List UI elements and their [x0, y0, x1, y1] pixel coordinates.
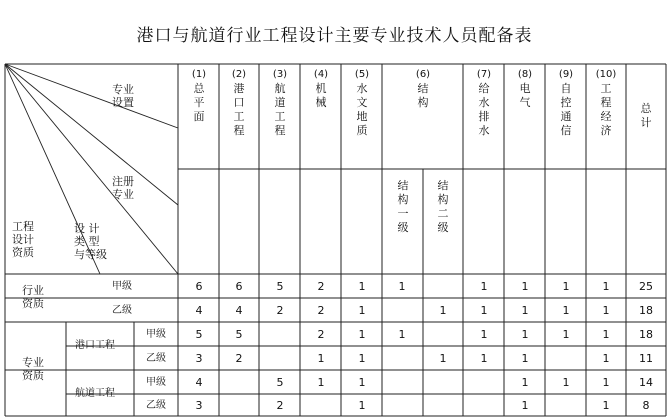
table-cell: 5 — [276, 279, 284, 293]
table-cell: 1 — [562, 303, 570, 317]
table-cell: 1 — [480, 327, 488, 341]
column-number: (9) — [558, 69, 574, 80]
column-header: 工程经济 — [600, 82, 612, 137]
table-cell: 4 — [195, 375, 203, 389]
table-cell: 1 — [439, 351, 447, 365]
table-cell: 2 — [276, 303, 284, 317]
table-cell: 18 — [639, 327, 653, 341]
column-header: 总平面 — [193, 82, 205, 123]
column-header: 结构 — [417, 82, 429, 109]
column-number: (2) — [231, 69, 247, 80]
table-cell: 6 — [235, 279, 243, 293]
table-cell: 1 — [602, 303, 610, 317]
table-cell: 1 — [398, 327, 406, 341]
table-cell: 2 — [235, 351, 243, 365]
group-port-engineering: 港口工程 — [75, 340, 115, 351]
table-cell: 1 — [439, 303, 447, 317]
table-cell: 1 — [521, 279, 529, 293]
group-channel-engineering: 航道工程 — [75, 388, 115, 399]
column-number: (5) — [354, 69, 370, 80]
table-cell: 5 — [235, 327, 243, 341]
column-number: (3) — [272, 69, 288, 80]
structure-grade1-header: 结构一级 — [397, 179, 409, 234]
table-cell: 1 — [358, 375, 366, 389]
table-cell: 11 — [639, 351, 653, 365]
table-cell: 1 — [317, 375, 325, 389]
column-header: 航道工程 — [274, 82, 286, 137]
table-cell: 1 — [562, 327, 570, 341]
table-cell: 1 — [358, 398, 366, 412]
column-header: 电气 — [519, 82, 531, 109]
table-cell: 1 — [358, 351, 366, 365]
corner-engineering-qualification: 工程 设计 资质 — [12, 220, 34, 259]
table-cell: 4 — [235, 303, 243, 317]
column-header: 总计 — [640, 102, 652, 129]
column-number: (1) — [191, 69, 207, 80]
column-header: 自控通信 — [560, 82, 572, 137]
table-cell: 1 — [602, 375, 610, 389]
column-header: 机械 — [315, 82, 327, 109]
column-number: (6) — [415, 69, 431, 80]
column-number: (4) — [313, 69, 329, 80]
row-grade: 甲级 — [146, 376, 166, 388]
column-header: 港口工程 — [233, 82, 245, 137]
table-cell: 4 — [195, 303, 203, 317]
table-cell: 1 — [521, 327, 529, 341]
table-cell: 5 — [276, 375, 284, 389]
table-cell: 1 — [480, 303, 488, 317]
structure-grade2-header: 结构二级 — [437, 179, 449, 234]
row-grade: 乙级 — [112, 304, 132, 316]
table-cell: 1 — [521, 398, 529, 412]
table-cell: 3 — [195, 398, 203, 412]
table-cell: 1 — [562, 279, 570, 293]
column-number: (7) — [476, 69, 492, 80]
column-number: (10) — [595, 69, 617, 80]
corner-registered-specialty: 注册 专业 — [112, 175, 134, 201]
table-cell: 1 — [358, 327, 366, 341]
group-specialty-qualification: 专业 资质 — [22, 356, 44, 382]
table-cell: 2 — [317, 327, 325, 341]
table-cell: 2 — [317, 279, 325, 293]
page-title: 港口与航道行业工程设计主要专业技术人员配备表 — [136, 26, 533, 46]
table-cell: 1 — [602, 398, 610, 412]
table-cell: 14 — [639, 375, 653, 389]
table-cell: 8 — [642, 398, 650, 412]
corner-specialty-setup: 专业 设置 — [112, 83, 134, 109]
column-header: 水文地质 — [356, 82, 368, 137]
table-cell: 1 — [562, 375, 570, 389]
table-cell: 1 — [480, 351, 488, 365]
table-cell: 1 — [398, 279, 406, 293]
table-cell: 1 — [602, 279, 610, 293]
group-industry-qualification: 行业 资质 — [22, 284, 44, 310]
table-cell: 1 — [480, 279, 488, 293]
table-cell: 6 — [195, 279, 203, 293]
table-cell: 18 — [639, 303, 653, 317]
row-grade: 甲级 — [146, 328, 166, 340]
corner-design-type-grade: 设 计 类 型 与等级 — [74, 222, 107, 261]
row-grade: 乙级 — [146, 399, 166, 411]
column-header: 给水排水 — [478, 82, 490, 137]
column-number: (8) — [517, 69, 533, 80]
table-cell: 1 — [521, 351, 529, 365]
table-cell: 1 — [358, 303, 366, 317]
table-cell: 1 — [358, 279, 366, 293]
table-cell: 1 — [521, 375, 529, 389]
table-cell: 1 — [602, 327, 610, 341]
table-cell: 2 — [276, 398, 284, 412]
table-cell: 3 — [195, 351, 203, 365]
table-cell: 2 — [317, 303, 325, 317]
row-grade: 甲级 — [112, 280, 132, 292]
table-cell: 5 — [195, 327, 203, 341]
table-cell: 25 — [639, 279, 653, 293]
row-grade: 乙级 — [146, 352, 166, 364]
table-cell: 1 — [602, 351, 610, 365]
table-cell: 1 — [521, 303, 529, 317]
table-cell: 1 — [317, 351, 325, 365]
